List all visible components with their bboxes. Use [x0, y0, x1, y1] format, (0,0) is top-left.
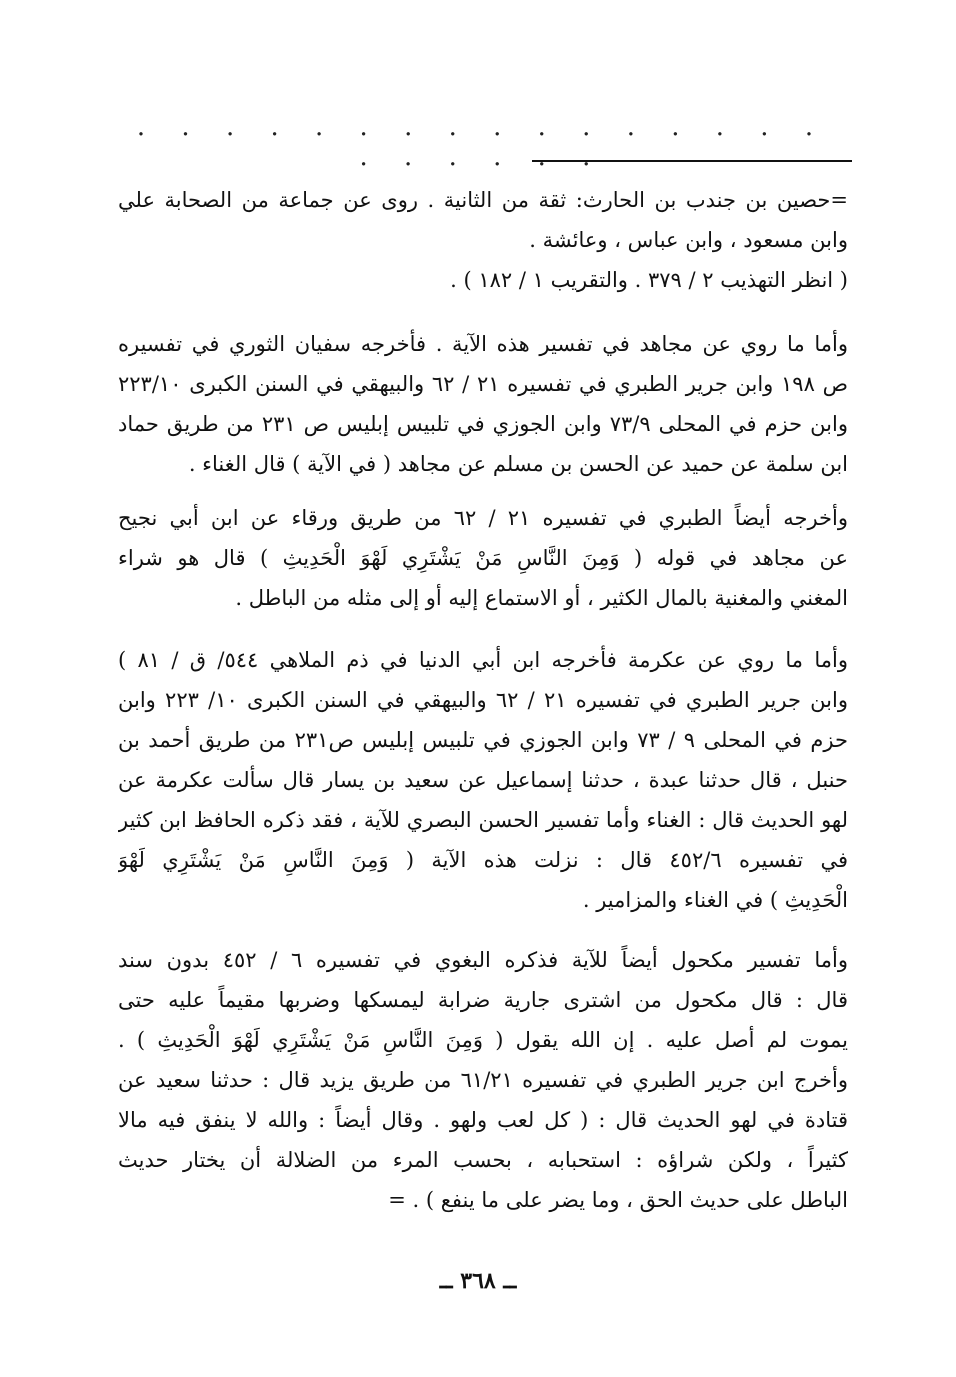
- paragraph-line: يموت لم أصل عليه . إن الله يقول ( وَمِنَ النَّاسِ مَنْ يَشْتَرِي لَهْوَ الْحَدِيثِ ) .: [118, 1028, 848, 1052]
- paragraph-tabari: [118, 498, 848, 618]
- paragraph-line: حزم في المحلى ٩ / ٧٣ وابن الجوزي في تلبيس إبليس ص٢٣١ من طريق أحمد بن: [118, 728, 848, 752]
- paragraph-line: قتادة في لهو الحديث قال : ( كل لعب ولهو . وقال أيضاً : والله لا ينفق فيه مالا: [118, 1108, 848, 1132]
- paragraph-line: عن مجاهد في قوله ( وَمِنَ النَّاسِ مَنْ يَشْتَرِي لَهْوَ الْحَدِيثِ ) قال هو شراء: [118, 546, 848, 570]
- paragraph-line: ابن سلمة عن حميد عن الحسن بن مسلم عن مجاهد ( في الآية ) قال الغناء .: [188, 452, 848, 476]
- footnote-line: ( انظر التهذيب ٢ / ٣٧٩ . والتقريب ١ / ١٨٢ ) .: [450, 268, 848, 292]
- paragraph-line: الْحَدِيثِ ) في الغناء والمزامير .: [582, 888, 848, 912]
- decorative-dots: · · · · · · · · · · · · · · · · · · · · · ·: [136, 120, 828, 180]
- footnote-line: =حصين بن جندب بن الحارث: ثقة من الثانية . روى عن جماعة من الصحابة علي: [118, 188, 848, 212]
- paragraph-line: وأما ما روي عن مجاهد في تفسير هذه الآية . فأخرجه سفيان الثوري في تفسيره: [118, 332, 848, 356]
- paragraph-line: في تفسيره ٤٥٢/٦ قال : نزلت هذه الآية ( وَمِنَ النَّاسِ مَنْ يَشْتَرِي لَهْوَ: [118, 848, 848, 872]
- paragraph-line: ص ١٩٨ وابن جرير الطبري في تفسيره ٢١ / ٦٢ والبيهقي في السنن الكبرى ٢٢٣/١٠: [118, 372, 848, 396]
- paragraph-line: وأما تفسير مكحول أيضاً للآية فذكره البغوي في تفسيره ٦ / ٤٥٢ بدون سند: [118, 948, 848, 972]
- footnote-separator-rule: [532, 160, 852, 162]
- paragraph-ikrima: [118, 640, 848, 920]
- paragraph-line: وابن حزم في المحلى ٧٣/٩ وابن الجوزي في تلبيس إبليس ص ٢٣١ من طريق حماد: [118, 412, 848, 436]
- page-number: ــ ٣٦٨ ــ: [439, 1268, 517, 1294]
- paragraph-line: المغني والمغنية بالمال الكثير ، أو الاستماع إليه أو إلى مثله من الباطل .: [235, 586, 848, 610]
- paragraph-line: قال : قال مكحول من اشترى جارية ضرابة ليمسكها وضربها مقيماً عليه حتى: [118, 988, 848, 1012]
- paragraph-line: وابن جرير الطبري في تفسيره ٢١ / ٦٢ والبيهقي في السنن الكبرى ١٠/ ٢٢٣ وابن: [118, 688, 848, 712]
- paragraph-line: وأخرجه أيضاً الطبري في تفسيره ٢١ / ٦٢ من طريق ورقاء عن ابن أبي نجيح: [118, 506, 848, 530]
- footnote-block: [118, 180, 848, 300]
- paragraph-line: كثيراً ، ولكن شراؤه : استحبابه ، بحسب المرء من الضلالة أن يختار حديث: [118, 1148, 848, 1172]
- paragraph-line: لهو الحديث قال : الغناء وأما تفسير الحسن البصري للآية ، فقد ذكره الحافظ ابن كثير: [118, 808, 848, 832]
- paragraph-line: حنبل ، قال حدثنا عبدة ، حدثنا إسماعيل عن سعيد بن يسار قال سألت عكرمة عن: [118, 768, 848, 792]
- paragraph-mujahid: [118, 324, 848, 484]
- footnote-line: وابن مسعود ، وابن عباس ، وعائشة .: [529, 228, 848, 252]
- paragraph-line: الباطل على حديث الحق ، وما يضر على ما ينفع ) . =: [388, 1188, 848, 1212]
- paragraph-line: وأما ما روي عن عكرمة فأخرجه ابن أبي الدنيا في ذم الملاهي ٥٤٤/ ق / ٨١ ): [118, 648, 848, 672]
- paragraph-makhul: [118, 940, 848, 1220]
- paragraph-line: وأخرج ابن جرير الطبري في تفسيره ٦١/٢١ من طريق يزيد قال : حدثنا سعيد عن: [118, 1068, 848, 1092]
